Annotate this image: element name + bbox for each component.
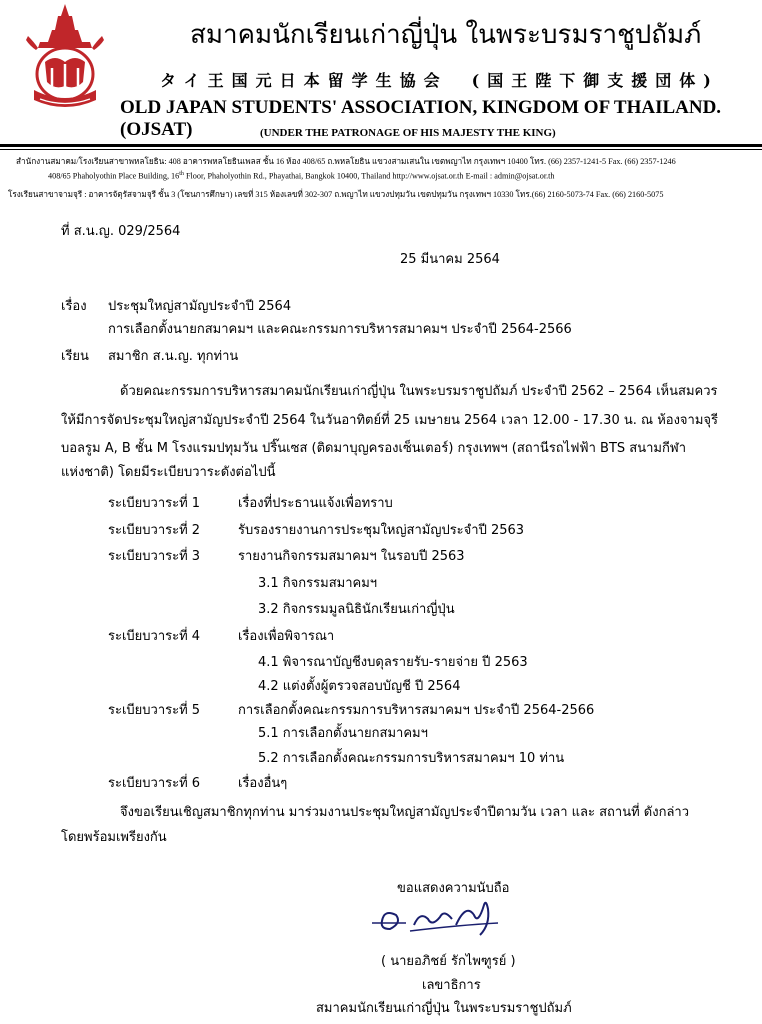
recipient-value: สมาชิก ส.น.ญ. ทุกท่าน (108, 349, 239, 364)
address-line-1: สำนักงานสมาคม/โรงเรียนสาขาพหลโยธิน: 408 อาคารพหลโยธินเพลส ชั้น 16 ห้อง 408/65 ถ.พหลโยธิน แขวงสามเสนใน เขตพญาไท กรุงเทพฯ 10400 โทร. (66) 2357-1241-5 Fax. (66) 2357-1246 (16, 157, 676, 166)
agenda-3-1: 3.1 กิจกรรมสมาคมฯ (258, 576, 378, 591)
header-title-english: OLD JAPAN STUDENTS' ASSOCIATION, KINGDOM OF THAILAND. (OJSAT) (120, 97, 722, 140)
recipient-label: เรียน (61, 349, 89, 364)
paragraph-line-2: ให้มีการจัดประชุมใหญ่สามัญประจำปี 2564 ในวันอาทิตย์ที่ 25 เมษายน 2564 เวลา 12.00 - 17.30 น. ณ ห้องจามจุรี (61, 413, 719, 428)
agenda-5-label: ระเบียบวาระที่ 5 (108, 703, 201, 718)
header-divider-thin (0, 149, 762, 150)
closing-line-2: โดยพร้อมเพรียงกัน (61, 830, 167, 845)
paragraph-line-1: ด้วยคณะกรรมการบริหารสมาคมนักเรียนเก่าญี่ปุ่น ในพระบรมราชูปถัมภ์ ประจำปี 2562 – 2564 เห็นสมควร (120, 384, 718, 399)
handwritten-signature (370, 895, 510, 941)
signer-name: ( นายอภิชย์ รักไพฑูรย์ ) (381, 954, 516, 969)
agenda-2-label: ระเบียบวาระที่ 2 (108, 523, 201, 538)
paragraph-line-3: บอลรูม A, B ชั้น M โรงแรมปทุมวัน ปริ๊นเซส (ติดมาบุญครองเซ็นเตอร์) กรุงเทพฯ (สถานีรถไฟฟ้า BTS สนามกีฬา (61, 441, 687, 456)
subject-label: เรื่อง (61, 299, 87, 314)
association-emblem (20, 2, 110, 118)
agenda-1-label: ระเบียบวาระที่ 1 (108, 496, 201, 511)
regards-text: ขอแสดงความนับถือ (397, 881, 510, 896)
subject-line-2: การเลือกตั้งนายกสมาคมฯ และคณะกรรมการบริหารสมาคมฯ ประจำปี 2564-2566 (108, 322, 572, 337)
agenda-5-2: 5.2 การเลือกตั้งคณะกรรมการบริหารสมาคมฯ 10 ท่าน (258, 751, 565, 766)
agenda-4-2: 4.2 แต่งตั้งผู้ตรวจสอบบัญชี ปี 2564 (258, 679, 461, 694)
closing-line-1: จึงขอเรียนเชิญสมาชิกทุกท่าน มาร่วมงานประชุมใหญ่สามัญประจำปีตามวัน เวลา และ สถานที่ ดังกล่าว (120, 805, 690, 820)
signer-organization: สมาคมนักเรียนเก่าญี่ปุ่น ในพระบรมราชูปถัมภ์ (316, 1001, 572, 1016)
agenda-4-1: 4.1 พิจารณาบัญชีงบดุลรายรับ-รายจ่าย ปี 2563 (258, 655, 528, 670)
subject-line-1: ประชุมใหญ่สามัญประจำปี 2564 (108, 299, 292, 314)
agenda-6-label: ระเบียบวาระที่ 6 (108, 776, 201, 791)
address-line-2: 408/65 Phaholyothin Place Building, 16th Floor, Phaholyothin Rd., Phayathai, Bangkok 10400, Thailand http://www.ojsat.or.th E-mail : admin@ojsat.or.th (48, 171, 555, 181)
agenda-3-label: ระเบียบวาระที่ 3 (108, 549, 201, 564)
paragraph-line-4: แห่งชาติ) โดยมีระเบียบวาระดังต่อไปนี้ (61, 465, 276, 480)
header-title-japanese: タイ王国元日本留学生協会 (国王陛下御支援団体) (160, 71, 719, 90)
header-title-thai: สมาคมนักเรียนเก่าญี่ปุ่น ในพระบรมราชูปถัมภ์ (190, 20, 702, 50)
signer-position: เลขาธิการ (422, 978, 481, 993)
agenda-3-text: รายงานกิจกรรมสมาคมฯ ในรอบปี 2563 (238, 549, 465, 564)
agenda-1-text: เรื่องที่ประธานแจ้งเพื่อทราบ (238, 496, 393, 511)
address-line-3: โรงเรียนสาขาจามจุรี : อาคารจัตุรัสจามจุรี ชั้น 3 (โซนการศึกษา) เลขที่ 315 ห้องเลขที่ 302-307 ถ.พญาไท แขวงปทุมวัน เขตปทุมวัน กรุงเทพฯ 10330 โทร.(66) 2160-5073-74 Fax. (66) 2160-5075 (8, 190, 664, 199)
header-patronage: (UNDER THE PATRONAGE OF HIS MAJESTY THE KING) (260, 127, 556, 139)
agenda-4-text: เรื่องเพื่อพิจารณา (238, 629, 335, 644)
reference-number: ที่ ส.น.ญ. 029/2564 (61, 224, 181, 239)
letter-date: 25 มีนาคม 2564 (400, 252, 500, 267)
header-divider-thick (0, 144, 762, 147)
agenda-2-text: รับรองรายงานการประชุมใหญ่สามัญประจำปี 2563 (238, 523, 525, 538)
agenda-4-label: ระเบียบวาระที่ 4 (108, 629, 201, 644)
agenda-3-2: 3.2 กิจกรรมมูลนิธินักเรียนเก่าญี่ปุ่น (258, 602, 455, 617)
agenda-5-1: 5.1 การเลือกตั้งนายกสมาคมฯ (258, 726, 428, 741)
agenda-6-text: เรื่องอื่นๆ (238, 776, 288, 791)
agenda-5-text: การเลือกตั้งคณะกรรมการบริหารสมาคมฯ ประจำปี 2564-2566 (238, 703, 595, 718)
